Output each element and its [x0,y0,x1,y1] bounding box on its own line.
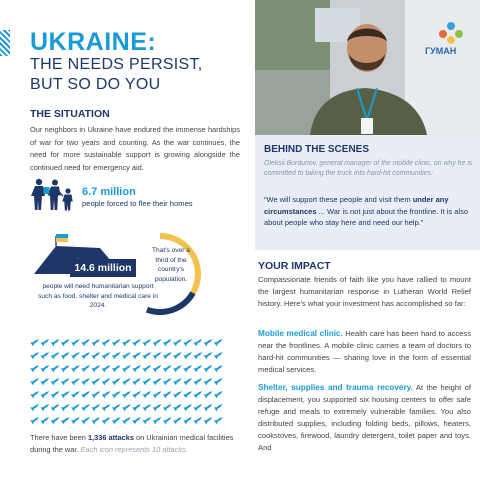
missile-icon [204,389,214,398]
page-subtitle-line1: THE NEEDS PERSIST, [30,56,203,73]
missile-icon [102,363,112,372]
missile-icon [91,350,101,359]
family-icon [30,178,78,212]
missile-icon [153,337,163,346]
missile-icon [112,415,122,424]
missile-icon [102,415,112,424]
impact-shelter [258,382,471,454]
missile-icon [214,415,224,424]
missile-icon [163,363,173,372]
missile-icon [122,376,132,385]
missile-icon [61,402,71,411]
missile-icon [102,402,112,411]
behind-the-scenes-heading: BEHIND THE SCENES [264,144,370,155]
missile-icon [40,337,50,346]
missile-icon [183,363,193,372]
missile-icon [204,363,214,372]
missile-icon [163,402,173,411]
missile-icon [91,415,101,424]
page-subtitle-line2: BUT SO DO YOU [30,76,161,93]
missile-icon [61,415,71,424]
missile-icon [142,337,152,346]
missile-icon [81,415,91,424]
missile-icon [163,389,173,398]
missile-icon [173,376,183,385]
missile-icon [142,363,152,372]
missile-icon [30,415,40,424]
missile-icon [183,402,193,411]
behind-the-scenes-caption: Oleksii Bordunov, general manager of the mobile clinic, on why he is committed to taking the truck into hard-hit communities: [264,160,473,177]
missile-icon [51,337,61,346]
missile-icon [61,350,71,359]
missile-icon [81,350,91,359]
missile-icon [214,376,224,385]
quote-part2: ... War is not just about the frontline. It is also about people who stay here and need our help.” [264,206,468,227]
missile-icon [51,402,61,411]
impact-medical [258,328,471,376]
photo-sign-text: ГУМАН [425,46,457,56]
missile-icon [51,350,61,359]
missile-icon [81,376,91,385]
missile-icon [153,363,163,372]
missile-icon [112,402,122,411]
missile-icon [51,415,61,424]
missile-icon [71,376,81,385]
missile-icon [81,402,91,411]
missile-icon [173,389,183,398]
population-share-label: That's over a third of the country's population. [152,247,190,283]
missile-icon [112,363,122,372]
missile-icon [122,350,132,359]
missile-icon [91,337,101,346]
missile-icon [51,363,61,372]
missile-icon [183,389,193,398]
missile-icon [81,337,91,346]
missile-icon [163,350,173,359]
missile-icon [204,415,214,424]
situation-paragraph: Our neighbors in Ukraine have endured the immense hardships of war for two years and counting. As the war continues, the need for more sustainable support is growing alongside the continued need for emergency aid. [30,125,240,172]
missile-icon [204,376,214,385]
missile-icon [30,402,40,411]
missile-icon [142,402,152,411]
missile-icon [193,350,203,359]
quote-part1: “We will support these people and visit them [264,195,413,204]
behind-the-scenes-quote [264,194,474,229]
missile-icon [81,389,91,398]
shelter-body: At the height of displacement, you supported six housing centers to offer safe refuge and meals to extremely vulnerable families. You also distributed supplies, including folding beds, pillows, heaters, cookstoves, firewood, laundry detergent, toilet paper and toys. And [258,383,471,452]
missile-icon [102,350,112,359]
aid-label: people will need humanitarian support such as food, shelter and medical care in 2024. [38,283,158,309]
missile-icon [173,415,183,424]
missile-icon [163,415,173,424]
missile-icon [142,389,152,398]
missile-icon [40,402,50,411]
missile-icon [183,337,193,346]
missile-icon [193,337,203,346]
missile-icon [112,376,122,385]
missile-icon [153,389,163,398]
missile-icon [61,363,71,372]
situation-heading: THE SITUATION [30,108,110,120]
missile-icon [193,415,203,424]
missile-icon [183,415,193,424]
missile-icon [173,350,183,359]
missile-icon [173,337,183,346]
missile-icon [132,376,142,385]
missile-icon [40,363,50,372]
missile-icon [91,363,101,372]
missile-icon [132,389,142,398]
impact-heading: YOUR IMPACT [258,260,331,272]
missile-icon [163,376,173,385]
missile-icon [30,337,40,346]
aid-count: 14.6 million [70,259,136,277]
missile-icon [71,389,81,398]
missile-icon [91,402,101,411]
missile-icon [142,415,152,424]
missile-icon [30,376,40,385]
missile-icon [132,337,142,346]
missile-icon [71,363,81,372]
missile-icon [142,350,152,359]
attacks-note: Each icon represents 10 attacks. [80,445,188,454]
missile-icon [122,389,132,398]
missile-icon [132,415,142,424]
missile-icon [40,389,50,398]
attacks-text-after: on Ukrainian medical facilities during the war. [30,433,234,454]
missile-icon [204,402,214,411]
attacks-text [30,432,245,456]
missile-icon [91,376,101,385]
missile-icon [183,350,193,359]
attacks-count: 1,336 attacks [87,433,134,442]
missile-icon [204,337,214,346]
missile-icon [61,337,71,346]
missile-icon [163,337,173,346]
missile-icon [91,389,101,398]
page-title: UKRAINE: [30,28,157,56]
missile-icon [102,376,112,385]
missile-icon [122,402,132,411]
missile-icon [173,402,183,411]
missile-icon [153,415,163,424]
medical-lead: Mobile medical clinic. [258,329,343,338]
missile-icon [81,363,91,372]
displaced-count: 6.7 million [82,186,136,198]
missile-icon [71,337,81,346]
missile-icon [30,389,40,398]
missile-icon [40,350,50,359]
missile-icon [30,363,40,372]
missile-icon [61,389,71,398]
missile-icon [122,415,132,424]
missile-icon [153,350,163,359]
missile-icon [132,363,142,372]
missile-icon [71,415,81,424]
missile-icon [193,389,203,398]
decorative-strip [0,30,10,56]
missile-icon [51,389,61,398]
missile-icon [153,376,163,385]
displaced-label: people forced to flee their homes [82,199,193,208]
missile-icon [214,337,224,346]
attacks-icon-grid [30,335,226,427]
missile-icon [51,376,61,385]
missile-icon [214,363,224,372]
missile-icon [102,337,112,346]
impact-intro: Compassionate friends of faith like you have rallied to mount the largest humanitarian response in Lutheran World Relief history. Here's what your investment has accomplished so far: [258,275,471,308]
missile-icon [122,363,132,372]
missile-icon [30,350,40,359]
missile-icon [132,402,142,411]
missile-icon [61,376,71,385]
missile-icon [214,402,224,411]
clinic-manager-photo [255,0,480,135]
medical-body: Health care has been hard to access near the frontlines. A mobile clinic carries a team of doctors to hard-hit communities — sharing love in the form of essential medical services. [258,329,471,374]
missile-icon [71,350,81,359]
missile-icon [122,337,132,346]
missile-icon [132,350,142,359]
missile-icon [214,350,224,359]
missile-icon [193,363,203,372]
missile-icon [142,376,152,385]
missile-icon [71,402,81,411]
missile-icon [153,402,163,411]
missile-icon [214,389,224,398]
missile-icon [112,337,122,346]
missile-icon [204,350,214,359]
attacks-text-before: There have been [30,433,88,442]
missile-icon [183,376,193,385]
quote-emphasis: under any circumstances [264,195,449,216]
missile-icon [112,389,122,398]
missile-icon [112,350,122,359]
missile-icon [102,389,112,398]
missile-icon [40,376,50,385]
missile-icon [193,402,203,411]
ukraine-flag-icon [56,234,68,242]
missile-icon [193,376,203,385]
shelter-lead: Shelter, supplies and trauma recovery. [258,383,413,392]
missile-icon [173,363,183,372]
missile-icon [40,415,50,424]
